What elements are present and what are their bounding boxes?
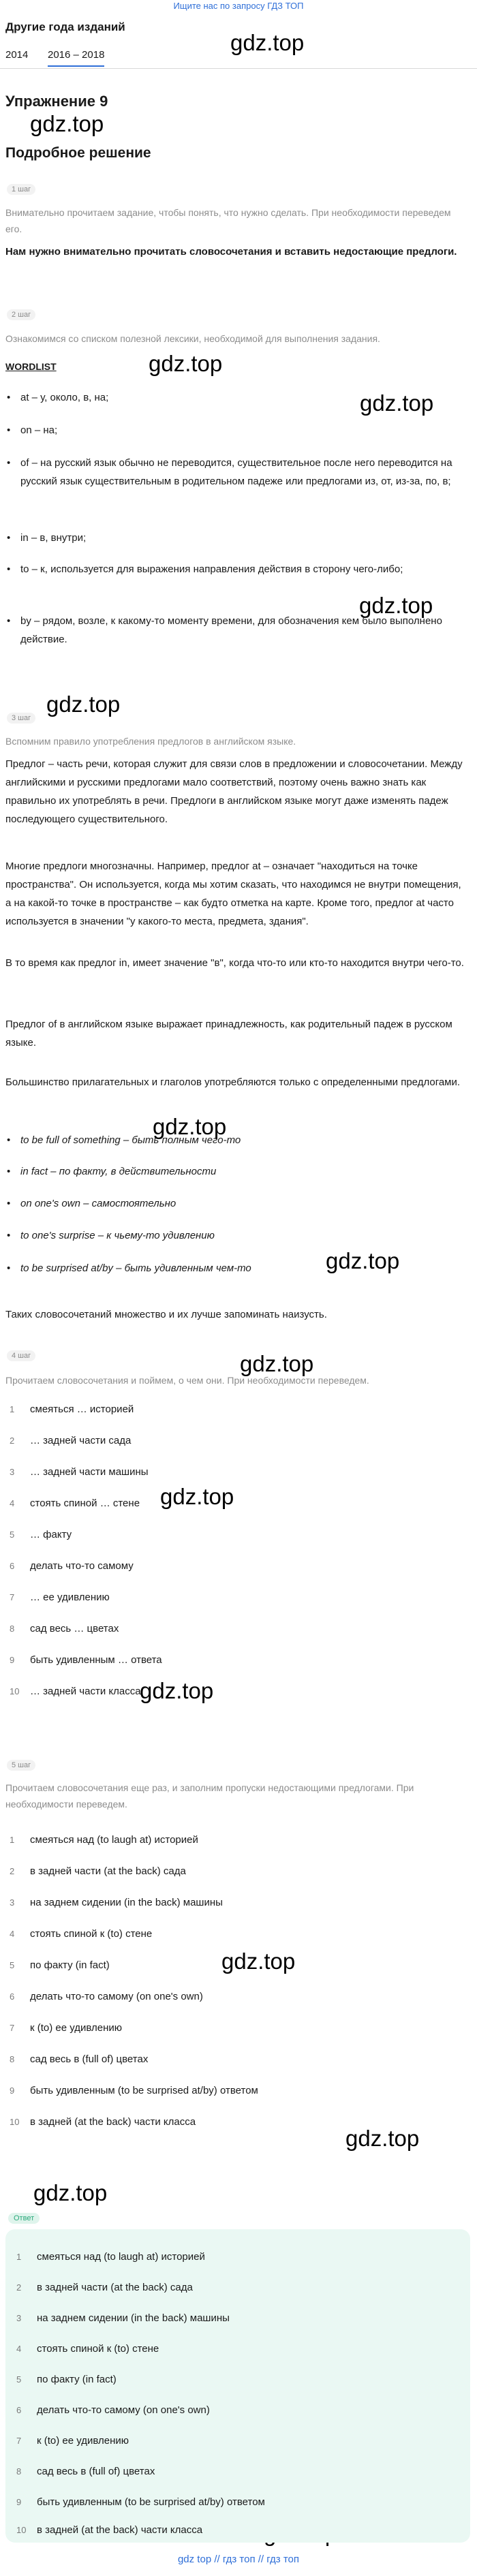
watermark: gdz.top — [326, 1248, 400, 1273]
wordlist-item: • by – рядом, возле, к какому-то моменту времени, для обозначения кем было выполнено действие. — [20, 612, 457, 649]
list-item: по факту (in fact) — [30, 1959, 110, 1971]
list-item: … ее удивлению — [30, 1592, 110, 1603]
list-number: 10 — [10, 1686, 20, 1696]
watermark: gdz.top — [153, 1114, 227, 1139]
watermark: gdz.top — [33, 2180, 108, 2205]
example-item: • in fact – по факту, в действительности — [20, 1162, 457, 1181]
list-number: 10 — [16, 2525, 27, 2535]
watermark: gdz.top — [30, 111, 104, 136]
watermark: gdz.top — [149, 351, 223, 376]
example-item: • on one's own – самостоятельно — [20, 1194, 457, 1213]
list-item: быть удивленным … ответа — [30, 1654, 162, 1666]
list-number: 6 — [10, 1561, 15, 1571]
list-number: 9 — [10, 2085, 15, 2096]
paragraph: Многие предлоги многозначны. Например, предлог at – означает "находиться на точке пространства". Он используется, когда мы хотим сказать, что находимся не внутри помещения, а на какой-то точке в пространстве – как будто отметка на карте. Кроме того, предлог at часто используется в значении "у какого-то места, предмета, здания". — [5, 860, 461, 927]
watermark: gdz.top — [345, 2126, 420, 2151]
years-divider — [0, 68, 477, 69]
list-number: 1 — [16, 2252, 22, 2262]
list-number: 7 — [10, 2023, 15, 2033]
list-item: … задней части машины — [30, 1466, 149, 1478]
watermark: gdz.top — [360, 390, 434, 416]
answer-item: делать что-то самому (on one's own) — [37, 2404, 210, 2416]
answer-badge: Ответ — [8, 2213, 40, 2224]
list-number: 2 — [10, 1436, 15, 1446]
list-number: 10 — [10, 2117, 20, 2127]
list-number: 8 — [10, 2054, 15, 2064]
answer-item: сад весь в (full of) цветах — [37, 2466, 155, 2477]
footer-links[interactable]: gdz top // гдз топ // гдз топ — [177, 2554, 300, 2565]
list-item: делать что-то самому (on one's own) — [30, 1991, 203, 2002]
step-badge: 4 шаг — [7, 1350, 35, 1361]
example-item: • to be full of something – быть полным чего-то — [20, 1131, 457, 1149]
answer-item: стоять спиной к (to) стене — [37, 2343, 159, 2355]
list-number: 7 — [10, 1592, 15, 1602]
list-number: 9 — [16, 2497, 22, 2507]
step-badge: 5 шаг — [7, 1760, 35, 1771]
step-instruction: Прочитаем словосочетания и поймем, о чем они. При необходимости переведем. — [5, 1375, 369, 1386]
list-number: 5 — [16, 2374, 22, 2385]
wordlist-item: • of – на русский язык обычно не переводится, существительное после него переводится на русский язык существительным в родительном падеже или предлогами из, от, из-за, по, в; — [20, 454, 457, 491]
year-tab-2014[interactable]: 2014 — [5, 49, 29, 61]
list-number: 3 — [10, 1467, 15, 1477]
list-item: смеяться … историей — [30, 1403, 134, 1415]
step-instruction: Ознакомимся со списком полезной лексики, необходимой для выполнения задания. — [5, 333, 380, 344]
list-number: 5 — [10, 1530, 15, 1540]
answer-item: смеяться над (to laugh at) историей — [37, 2251, 205, 2263]
step-badge: 1 шаг — [7, 184, 35, 195]
paragraph: Большинство прилагательных и глаголов употребляются только с определенными предлогами. — [5, 1076, 461, 1088]
wordlist-item: • on – на; — [20, 421, 457, 439]
paragraph: В то время как предлог in, имеет значение "в", когда что-то или кто-то находится внутри чего-то. — [5, 957, 464, 969]
list-item: быть удивленным (to be surprised at/by) ответом — [30, 2085, 258, 2096]
list-item: … задней части класса — [30, 1686, 141, 1697]
list-item: стоять спиной … стене — [30, 1498, 140, 1509]
list-number: 1 — [10, 1835, 15, 1845]
example-item: • to one's surprise – к чьему-то удивлению — [20, 1226, 457, 1245]
answer-item: в задней части (at the back) сада — [37, 2282, 193, 2293]
solution-title: Подробное решение — [5, 145, 151, 161]
watermark: gdz.top — [359, 593, 433, 618]
list-number: 2 — [10, 1866, 15, 1876]
answer-item: на заднем сидении (in the back) машины — [37, 2312, 230, 2324]
list-number: 6 — [10, 1991, 15, 2002]
watermark: gdz.top — [160, 1484, 234, 1509]
answer-item: в задней (at the back) части класса — [37, 2524, 203, 2536]
list-number: 4 — [10, 1498, 15, 1508]
wordlist-item: • at – у, около, в, на; — [20, 388, 457, 407]
answer-item: к (to) ее удивлению — [37, 2435, 129, 2447]
watermark: gdz.top — [46, 692, 121, 717]
list-item: смеяться над (to laugh at) историей — [30, 1834, 198, 1846]
list-number: 4 — [10, 1929, 15, 1939]
list-number: 5 — [10, 1960, 15, 1970]
list-item: … задней части сада — [30, 1435, 132, 1446]
list-number: 4 — [16, 2344, 22, 2354]
list-number: 8 — [10, 1624, 15, 1634]
list-number: 8 — [16, 2466, 22, 2477]
watermark: gdz.top — [140, 1678, 214, 1703]
task-summary: Нам нужно внимательно прочитать словосочетания и вставить недостающие предлоги. — [5, 246, 457, 258]
other-editions-title: Другие года изданий — [5, 20, 125, 33]
wordlist-item: • to – к, используется для выражения направления действия в сторону чего-либо; — [20, 560, 457, 578]
paragraph: Таких словосочетаний множество и их лучше запоминать наизусть. — [5, 1309, 327, 1320]
watermark: gdz.top — [221, 1949, 296, 1974]
list-item: сад весь … цветах — [30, 1623, 119, 1634]
paragraph: Предлог of в английском языке выражает принадлежность, как родительный падеж в русском языке. — [5, 1019, 452, 1049]
exercise-title: Упражнение 9 — [5, 93, 108, 110]
list-item: к (to) ее удивлению — [30, 2022, 123, 2034]
example-item: • to be surprised at/by – быть удивленным чем-то — [20, 1259, 457, 1277]
answer-item: по факту (in fact) — [37, 2374, 117, 2385]
list-item: на заднем сидении (in the back) машины — [30, 1897, 223, 1908]
watermark: gdz.top — [230, 30, 305, 55]
list-item: в задней (at the back) части класса — [30, 2116, 196, 2128]
paragraph: Предлог – часть речи, которая служит для связи слов в предложении и словосочетании. Между английскими и русскими предлогами мало соответствий, поэтому очень важно знать как правильно их употреблять в речи. Предлоги в английском языке могут даже изменять падеж последующего существительного. — [5, 758, 463, 825]
list-number: 3 — [10, 1897, 15, 1908]
step-instruction: Внимательно прочитаем задание, чтобы понять, что нужно сделать. При необходимости переведем его. — [5, 207, 451, 234]
list-item: сад весь в (full of) цветах — [30, 2053, 149, 2065]
list-number: 1 — [10, 1404, 15, 1414]
list-number: 7 — [16, 2436, 22, 2446]
step-instruction: Прочитаем словосочетания еще раз, и заполним пропуски недостающими предлогами. При необходимости переведем. — [5, 1782, 414, 1810]
answer-item: быть удивленным (to be surprised at/by) ответом — [37, 2496, 265, 2508]
answer-box — [5, 2229, 470, 2543]
list-item: в задней части (at the back) сада — [30, 1865, 186, 1877]
watermark: gdz.top — [240, 1351, 314, 1376]
list-item: … факту — [30, 1529, 72, 1540]
list-number: 3 — [16, 2313, 22, 2323]
list-number: 9 — [10, 1655, 15, 1665]
top-search-banner[interactable]: Ищите нас по запросу ГДЗ ТОП — [173, 1, 304, 11]
wordlist-item: • in – в, внутри; — [20, 529, 457, 547]
list-item: стоять спиной к (to) стене — [30, 1928, 153, 1940]
list-item: делать что-то самому — [30, 1560, 134, 1572]
step-badge: 3 шаг — [7, 713, 35, 724]
list-number: 2 — [16, 2282, 22, 2293]
year-tab-2016-2018[interactable]: 2016 – 2018 — [48, 49, 104, 67]
list-number: 6 — [16, 2405, 22, 2415]
step-instruction: Вспомним правило употребления предлогов в английском языке. — [5, 736, 296, 747]
wordlist-title: WORDLIST — [5, 361, 57, 372]
step-badge: 2 шаг — [7, 309, 35, 320]
